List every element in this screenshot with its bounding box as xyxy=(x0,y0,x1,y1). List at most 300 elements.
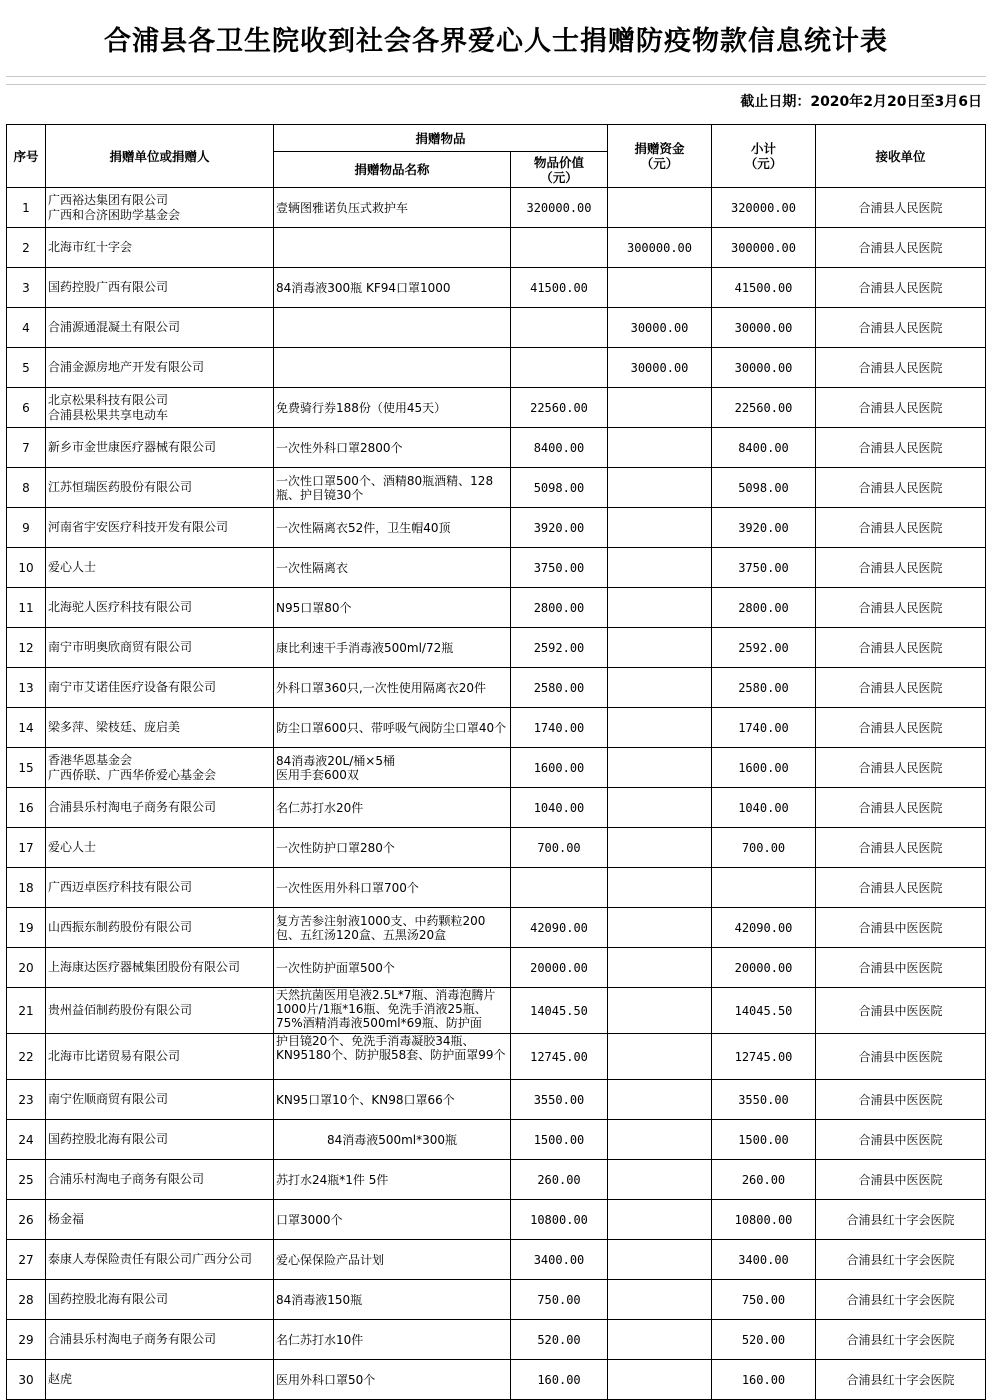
row-recipient xyxy=(816,1200,986,1240)
row-donor-text: 河南省宇安医疗科技开发有限公司 xyxy=(48,520,229,534)
row-donor xyxy=(46,268,274,308)
row-funds xyxy=(608,548,712,588)
row-donor xyxy=(46,308,274,348)
row-funds xyxy=(608,828,712,868)
row-donor-text: 泰康人寿保险责任有限公司广西分公司 xyxy=(48,1252,253,1266)
row-seq xyxy=(7,1280,46,1320)
row-seq-text: 22 xyxy=(18,1049,34,1064)
row-items xyxy=(274,908,511,948)
row-goods-value-text: 41500.00 xyxy=(530,280,588,295)
row-recipient-text: 合浦县人民医院 xyxy=(858,681,943,695)
row-recipient-text: 合浦县人民医院 xyxy=(858,641,943,655)
row-seq xyxy=(7,388,46,428)
row-recipient xyxy=(816,948,986,988)
row-subtotal-text: 10800.00 xyxy=(734,1212,793,1227)
table-body xyxy=(7,188,986,1400)
row-items xyxy=(274,708,511,748)
row-recipient-text: 合浦县红十字会医院 xyxy=(846,1253,955,1267)
row-donor-text: 杨金福 xyxy=(48,1212,85,1226)
row-items-text: 一次性隔离衣 xyxy=(276,560,349,575)
table-row xyxy=(7,828,986,868)
row-donor-text: 山西振东制药股份有限公司 xyxy=(48,920,193,934)
row-items-text: 一次性防护面罩500个 xyxy=(276,960,395,975)
row-seq-text: 8 xyxy=(22,480,30,495)
row-recipient xyxy=(816,1240,986,1280)
row-goods-value xyxy=(511,1280,608,1320)
row-donor xyxy=(46,1080,274,1120)
row-seq xyxy=(7,508,46,548)
row-recipient xyxy=(816,628,986,668)
row-goods-value xyxy=(511,1080,608,1120)
row-seq xyxy=(7,308,46,348)
row-items xyxy=(274,1120,511,1160)
row-seq xyxy=(7,1360,46,1400)
row-subtotal-text: 12745.00 xyxy=(734,1049,793,1064)
row-recipient xyxy=(816,1280,986,1320)
table-row xyxy=(7,428,986,468)
row-subtotal xyxy=(712,908,816,948)
row-goods-value-text: 160.00 xyxy=(537,1372,581,1387)
row-items-text: 康比利速干手消毒液500ml/72瓶 xyxy=(276,640,454,655)
row-recipient xyxy=(816,268,986,308)
row-donor xyxy=(46,428,274,468)
row-items xyxy=(274,1160,511,1200)
row-goods-value-text: 2800.00 xyxy=(533,600,585,615)
row-items-text: 口罩3000个 xyxy=(276,1212,343,1227)
row-items-text: 84消毒液500ml*300瓶 xyxy=(326,1132,458,1147)
row-donor xyxy=(46,868,274,908)
row-funds xyxy=(608,1240,712,1280)
header-subtotal: 小计 （元） xyxy=(712,125,816,188)
row-funds xyxy=(608,948,712,988)
row-seq xyxy=(7,908,46,948)
row-recipient-text: 合浦县人民医院 xyxy=(858,561,943,575)
row-seq-text: 19 xyxy=(18,920,34,935)
row-items xyxy=(274,1320,511,1360)
row-goods-value xyxy=(511,1200,608,1240)
row-seq-text: 6 xyxy=(22,400,30,415)
row-seq-text: 4 xyxy=(22,320,30,335)
row-seq-text: 15 xyxy=(18,760,34,775)
row-donor-text: 赵虎 xyxy=(48,1372,73,1386)
row-goods-value xyxy=(511,428,608,468)
table-row xyxy=(7,468,986,508)
row-goods-value xyxy=(511,988,608,1034)
row-recipient xyxy=(816,788,986,828)
row-donor xyxy=(46,708,274,748)
row-donor-text: 广西裕达集团有限公司 广西和合济困助学基金会 xyxy=(48,192,181,222)
row-goods-value xyxy=(511,748,608,788)
row-recipient xyxy=(816,388,986,428)
row-seq-text: 2 xyxy=(22,240,30,255)
row-items xyxy=(274,788,511,828)
row-items-text: 一次性医用外科口罩700个 xyxy=(276,880,419,895)
row-recipient-text: 合浦县人民医院 xyxy=(858,481,943,495)
row-donor-text: 梁多萍、梁枝廷、庞启美 xyxy=(48,720,181,734)
header-goods: 捐赠物品 xyxy=(274,125,608,152)
row-goods-value xyxy=(511,628,608,668)
row-seq-text: 18 xyxy=(18,880,34,895)
row-goods-value-text: 3750.00 xyxy=(533,560,585,575)
row-items xyxy=(274,348,511,388)
row-recipient xyxy=(816,908,986,948)
row-subtotal-text: 30000.00 xyxy=(734,360,793,375)
donation-table xyxy=(6,124,986,1400)
row-donor-text: 合浦县乐村淘电子商务有限公司 xyxy=(48,1332,217,1346)
row-items xyxy=(274,1080,511,1120)
row-items-text: 苏打水24瓶*1件 5件 xyxy=(276,1172,389,1187)
row-items xyxy=(274,268,511,308)
row-seq-text: 3 xyxy=(22,280,30,295)
row-subtotal xyxy=(712,708,816,748)
row-donor xyxy=(46,628,274,668)
row-goods-value-text: 42090.00 xyxy=(530,920,588,935)
row-items-text: 护目镜20个、免洗手消毒凝胶34瓶、KN95180个、防护服58套、防护面罩99个 xyxy=(276,1034,506,1062)
row-subtotal-text: 1040.00 xyxy=(738,800,789,815)
row-goods-value xyxy=(511,708,608,748)
header-donor: 捐赠单位或捐赠人 xyxy=(46,125,274,188)
row-recipient-text: 合浦县人民医院 xyxy=(858,401,943,415)
row-seq-text: 20 xyxy=(18,960,34,975)
header-goods-name: 捐赠物品名称 xyxy=(274,152,511,188)
row-donor-text: 合浦乐村淘电子商务有限公司 xyxy=(48,1172,205,1186)
row-funds xyxy=(608,428,712,468)
row-funds xyxy=(608,748,712,788)
row-recipient xyxy=(816,1360,986,1400)
row-funds xyxy=(608,1080,712,1120)
row-items xyxy=(274,628,511,668)
row-recipient-text: 合浦县人民医院 xyxy=(858,881,943,895)
row-subtotal xyxy=(712,468,816,508)
row-recipient xyxy=(816,308,986,348)
row-seq-text: 9 xyxy=(22,520,30,535)
row-subtotal-text: 20000.00 xyxy=(734,960,793,975)
row-donor xyxy=(46,388,274,428)
row-goods-value-text: 3550.00 xyxy=(533,1092,585,1107)
row-subtotal-text: 3920.00 xyxy=(738,520,789,535)
row-items xyxy=(274,508,511,548)
row-donor-text: 广西迈卓医疗科技有限公司 xyxy=(48,880,193,894)
row-goods-value xyxy=(511,228,608,268)
row-recipient-text: 合浦县红十字会医院 xyxy=(846,1213,955,1227)
row-seq xyxy=(7,348,46,388)
row-seq xyxy=(7,988,46,1034)
row-donor xyxy=(46,1034,274,1080)
row-funds xyxy=(608,1120,712,1160)
row-recipient xyxy=(816,588,986,628)
row-items-text: 外科口罩360只,一次性使用隔离衣20件 xyxy=(276,680,486,695)
row-items xyxy=(274,748,511,788)
table-row xyxy=(7,1200,986,1240)
table-row xyxy=(7,668,986,708)
row-donor-text: 爱心人士 xyxy=(48,840,97,854)
table-row xyxy=(7,628,986,668)
row-recipient xyxy=(816,228,986,268)
row-recipient xyxy=(816,1320,986,1360)
row-recipient-text: 合浦县中医医院 xyxy=(858,1173,943,1187)
row-subtotal-text: 2592.00 xyxy=(738,640,789,655)
row-seq xyxy=(7,188,46,228)
row-donor-text: 国药控股广西有限公司 xyxy=(48,280,169,294)
table-row xyxy=(7,948,986,988)
table-row xyxy=(7,1320,986,1360)
row-items-text: 84消毒液150瓶 xyxy=(276,1292,363,1307)
row-donor-text: 贵州益佰制药股份有限公司 xyxy=(48,1003,193,1017)
row-goods-value xyxy=(511,788,608,828)
row-goods-value-text: 14045.50 xyxy=(530,1003,588,1018)
row-recipient xyxy=(816,1080,986,1120)
row-seq-text: 14 xyxy=(18,720,34,735)
row-seq xyxy=(7,228,46,268)
row-goods-value xyxy=(511,1034,608,1080)
row-donor xyxy=(46,1200,274,1240)
row-donor xyxy=(46,348,274,388)
row-donor-text: 南宁市艾诺佳医疗设备有限公司 xyxy=(48,680,217,694)
row-seq xyxy=(7,548,46,588)
row-goods-value xyxy=(511,948,608,988)
row-goods-value-text: 20000.00 xyxy=(530,960,588,975)
table-row xyxy=(7,708,986,748)
row-recipient-text: 合浦县人民医院 xyxy=(858,321,943,335)
row-funds xyxy=(608,468,712,508)
page-title: 合浦县各卫生院收到社会各界爱心人士捐赠防疫物款信息统计表 xyxy=(104,26,888,57)
row-recipient xyxy=(816,828,986,868)
row-goods-value xyxy=(511,188,608,228)
row-seq-text: 28 xyxy=(18,1292,34,1307)
row-goods-value-text: 2592.00 xyxy=(533,640,585,655)
row-funds xyxy=(608,1160,712,1200)
row-donor-text: 江苏恒瑞医药股份有限公司 xyxy=(48,480,193,494)
row-funds-text: 30000.00 xyxy=(630,360,689,375)
row-subtotal xyxy=(712,1360,816,1400)
row-items xyxy=(274,228,511,268)
row-funds-text: 300000.00 xyxy=(626,240,693,255)
row-subtotal-text: 8400.00 xyxy=(738,440,789,455)
row-goods-value-text: 700.00 xyxy=(537,840,581,855)
table-row xyxy=(7,988,986,1034)
row-donor xyxy=(46,1160,274,1200)
row-items-text: 84消毒液20L/桶×5桶 医用手套600双 xyxy=(276,753,395,782)
row-seq-text: 29 xyxy=(18,1332,34,1347)
row-recipient-text: 合浦县红十字会医院 xyxy=(846,1333,955,1347)
table-row xyxy=(7,748,986,788)
row-items-text: N95口罩80个 xyxy=(276,600,352,615)
row-donor xyxy=(46,228,274,268)
row-recipient xyxy=(816,1160,986,1200)
row-subtotal xyxy=(712,868,816,908)
row-goods-value xyxy=(511,268,608,308)
row-goods-value xyxy=(511,828,608,868)
row-goods-value xyxy=(511,308,608,348)
row-recipient xyxy=(816,1120,986,1160)
row-donor-text: 合浦源通混凝土有限公司 xyxy=(48,320,181,334)
row-subtotal xyxy=(712,948,816,988)
row-goods-value xyxy=(511,1160,608,1200)
row-funds xyxy=(608,628,712,668)
row-seq xyxy=(7,628,46,668)
row-items xyxy=(274,588,511,628)
row-seq-text: 1 xyxy=(22,200,30,215)
row-subtotal-text: 30000.00 xyxy=(734,320,793,335)
row-subtotal-text: 700.00 xyxy=(741,840,786,855)
row-seq xyxy=(7,828,46,868)
row-seq xyxy=(7,868,46,908)
row-goods-value xyxy=(511,668,608,708)
row-seq xyxy=(7,948,46,988)
row-seq-text: 21 xyxy=(18,1003,34,1018)
row-goods-value-text: 320000.00 xyxy=(526,200,592,215)
row-recipient xyxy=(816,468,986,508)
row-donor xyxy=(46,588,274,628)
row-seq-text: 5 xyxy=(22,360,30,375)
row-items-text: 免费骑行券188份（使用45天） xyxy=(276,400,447,415)
row-donor-text: 国药控股北海有限公司 xyxy=(48,1132,169,1146)
row-recipient-text: 合浦县中医医院 xyxy=(858,961,943,975)
row-items xyxy=(274,428,511,468)
row-donor-text: 南宁市明奥欣商贸有限公司 xyxy=(48,640,193,654)
row-donor-text: 南宁佐顺商贸有限公司 xyxy=(48,1092,169,1106)
row-subtotal xyxy=(712,1034,816,1080)
row-recipient-text: 合浦县中医医院 xyxy=(858,1093,943,1107)
row-subtotal-text: 3550.00 xyxy=(738,1092,789,1107)
table-row xyxy=(7,388,986,428)
row-seq xyxy=(7,1034,46,1080)
row-recipient xyxy=(816,548,986,588)
row-subtotal xyxy=(712,1080,816,1120)
table-row xyxy=(7,348,986,388)
row-items xyxy=(274,468,511,508)
row-donor xyxy=(46,188,274,228)
row-items xyxy=(274,188,511,228)
row-recipient xyxy=(816,1034,986,1080)
cutoff-date: 截止日期：2020年2月20日至3月6日 xyxy=(740,94,982,110)
row-seq xyxy=(7,428,46,468)
row-items xyxy=(274,1280,511,1320)
row-subtotal-text: 22560.00 xyxy=(734,400,793,415)
row-items xyxy=(274,1034,511,1080)
row-funds xyxy=(608,508,712,548)
row-subtotal xyxy=(712,628,816,668)
row-donor xyxy=(46,468,274,508)
row-items xyxy=(274,868,511,908)
row-funds xyxy=(608,268,712,308)
row-items-text: 84消毒液300瓶 KF94口罩1000 xyxy=(276,280,451,295)
row-subtotal xyxy=(712,548,816,588)
row-recipient-text: 合浦县中医医院 xyxy=(858,921,943,935)
table-row xyxy=(7,1360,986,1400)
row-items-text: 一次性隔离衣52件，卫生帽40顶 xyxy=(276,520,451,535)
row-goods-value-text: 1600.00 xyxy=(533,760,585,775)
row-goods-value-text: 5098.00 xyxy=(533,480,585,495)
row-donor-text: 香港华恩基金会 广西侨联、广西华侨爱心基金会 xyxy=(48,752,217,782)
row-subtotal-text: 5098.00 xyxy=(738,480,789,495)
table-row xyxy=(7,268,986,308)
table-row xyxy=(7,188,986,228)
row-seq-text: 12 xyxy=(18,640,34,655)
row-donor xyxy=(46,1280,274,1320)
row-items-text: 名仁苏打水10件 xyxy=(276,1332,364,1347)
row-items xyxy=(274,548,511,588)
row-goods-value-text: 3920.00 xyxy=(533,520,585,535)
table-row xyxy=(7,548,986,588)
row-donor xyxy=(46,908,274,948)
row-donor xyxy=(46,1320,274,1360)
row-items-text: 防尘口罩600只、带呼吸气阀防尘口罩40个 xyxy=(276,720,507,735)
table-row xyxy=(7,508,986,548)
row-subtotal xyxy=(712,1200,816,1240)
row-goods-value xyxy=(511,588,608,628)
row-funds xyxy=(608,1200,712,1240)
row-funds xyxy=(608,588,712,628)
row-donor-text: 国药控股北海有限公司 xyxy=(48,1292,169,1306)
table-row xyxy=(7,1280,986,1320)
row-goods-value-text: 1040.00 xyxy=(533,800,585,815)
row-subtotal-text: 260.00 xyxy=(741,1172,786,1187)
row-seq-text: 16 xyxy=(18,800,34,815)
row-recipient xyxy=(816,428,986,468)
row-recipient-text: 合浦县人民医院 xyxy=(858,201,943,215)
header-seq: 序号 xyxy=(7,125,46,188)
row-recipient-text: 合浦县中医医院 xyxy=(858,1050,943,1064)
row-items-text: KN95口罩10个、KN98口罩66个 xyxy=(276,1092,455,1107)
row-seq-text: 10 xyxy=(18,560,34,575)
row-subtotal-text: 3750.00 xyxy=(738,560,789,575)
row-subtotal-text: 42090.00 xyxy=(734,920,793,935)
row-subtotal xyxy=(712,348,816,388)
row-donor xyxy=(46,548,274,588)
row-seq xyxy=(7,1320,46,1360)
row-recipient-text: 合浦县中医医院 xyxy=(858,1004,943,1018)
table-row xyxy=(7,868,986,908)
row-seq xyxy=(7,1160,46,1200)
row-goods-value xyxy=(511,548,608,588)
row-subtotal xyxy=(712,308,816,348)
row-funds xyxy=(608,868,712,908)
row-subtotal xyxy=(712,268,816,308)
row-donor-text: 北海市比诺贸易有限公司 xyxy=(48,1049,181,1063)
row-recipient xyxy=(816,708,986,748)
row-donor-text: 爱心人士 xyxy=(48,560,97,574)
row-donor-text: 合浦金源房地产开发有限公司 xyxy=(48,360,205,374)
row-subtotal xyxy=(712,1160,816,1200)
row-subtotal-text: 2580.00 xyxy=(738,680,789,695)
row-seq-text: 26 xyxy=(18,1212,34,1227)
row-recipient-text: 合浦县人民医院 xyxy=(858,361,943,375)
row-subtotal xyxy=(712,428,816,468)
row-recipient xyxy=(816,668,986,708)
row-recipient xyxy=(816,868,986,908)
row-funds xyxy=(608,988,712,1034)
row-items xyxy=(274,308,511,348)
row-subtotal-text: 3400.00 xyxy=(738,1252,789,1267)
row-items-text: 医用外科口罩50个 xyxy=(276,1372,376,1387)
row-items xyxy=(274,988,511,1034)
table-row xyxy=(7,228,986,268)
row-items-text: 一次性防护口罩280个 xyxy=(276,840,395,855)
row-subtotal-text: 1500.00 xyxy=(738,1132,789,1147)
row-subtotal xyxy=(712,1320,816,1360)
row-subtotal xyxy=(712,788,816,828)
row-subtotal xyxy=(712,668,816,708)
row-subtotal xyxy=(712,1280,816,1320)
row-donor xyxy=(46,1240,274,1280)
row-donor xyxy=(46,988,274,1034)
row-goods-value-text: 520.00 xyxy=(537,1332,581,1347)
row-goods-value xyxy=(511,908,608,948)
row-items xyxy=(274,948,511,988)
row-donor xyxy=(46,668,274,708)
row-goods-value xyxy=(511,508,608,548)
